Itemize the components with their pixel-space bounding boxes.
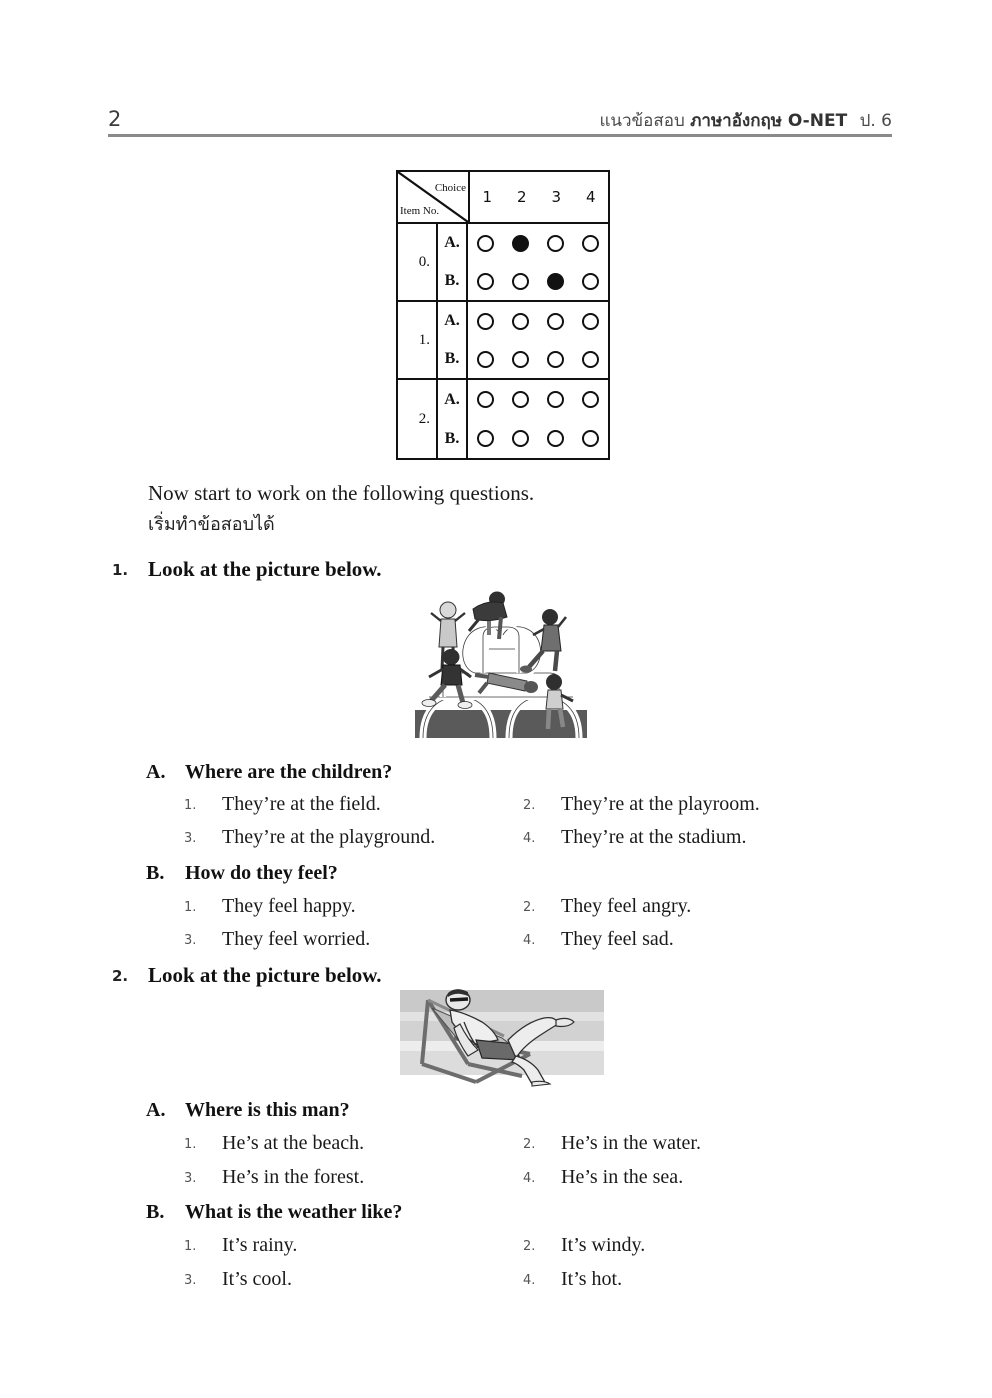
- bubble-empty-icon[interactable]: [582, 235, 599, 252]
- sub-row-labels: [438, 302, 468, 378]
- bubble-cell[interactable]: [468, 391, 503, 408]
- q1b-option-1-text[interactable]: They feel happy.: [222, 895, 356, 917]
- bubble-empty-icon[interactable]: [582, 273, 599, 290]
- corner-choice-label: Choice: [434, 182, 466, 194]
- header-title: [599, 113, 892, 130]
- bubble-cell[interactable]: [503, 235, 538, 252]
- choice-header-3: 3: [551, 188, 562, 206]
- bubble-area: [468, 380, 608, 458]
- bubble-empty-icon[interactable]: [582, 391, 599, 408]
- q1-part-b-label: B.: [146, 862, 165, 884]
- bubble-empty-icon[interactable]: [582, 351, 599, 368]
- item-number: 0.: [398, 224, 438, 300]
- q2b-option-1-number: 1.: [184, 1239, 197, 1254]
- bubble-empty-icon[interactable]: [477, 430, 494, 447]
- sub-row-labels: [438, 224, 468, 300]
- q1b-option-2-number: 2.: [523, 900, 536, 915]
- bubble-line-b: [468, 340, 608, 378]
- q2-part-b-prompt: What is the weather like?: [185, 1201, 403, 1223]
- choice-header-1: 1: [482, 188, 493, 206]
- bubble-area: [468, 302, 608, 378]
- bubble-empty-icon[interactable]: [512, 313, 529, 330]
- playground-climbing-frame-icon: [403, 577, 599, 745]
- q1-part-a-label: A.: [146, 761, 166, 783]
- sub-row-labels: [438, 380, 468, 458]
- bubble-empty-icon[interactable]: [477, 313, 494, 330]
- bubble-cell[interactable]: [468, 430, 503, 447]
- q2a-option-3-number: 3.: [184, 1171, 197, 1186]
- bubble-empty-icon[interactable]: [512, 351, 529, 368]
- answer-grid-row: [398, 380, 608, 458]
- q1a-option-3-text[interactable]: They’re at the playground.: [222, 826, 436, 848]
- bubble-line-a: [468, 224, 608, 262]
- sub-row-label-b: B.: [444, 350, 460, 367]
- q1a-option-1-number: 1.: [184, 798, 197, 813]
- question-1-number: 1.: [112, 561, 129, 579]
- q1a-option-2-text[interactable]: They’re at the playroom.: [561, 793, 760, 815]
- bubble-area: [468, 224, 608, 300]
- bubble-cell[interactable]: [538, 391, 573, 408]
- item-number: 1.: [398, 302, 438, 378]
- q2b-option-4-number: 4.: [523, 1273, 536, 1288]
- answer-grid-corner-cell: [398, 172, 470, 222]
- bubble-empty-icon[interactable]: [582, 430, 599, 447]
- choice-header-2: 2: [516, 188, 527, 206]
- q1b-option-3-number: 3.: [184, 933, 197, 948]
- bubble-cell[interactable]: [573, 391, 608, 408]
- sub-row-label-b: B.: [444, 429, 460, 447]
- bubble-line-a: [468, 302, 608, 340]
- bubble-empty-icon[interactable]: [547, 235, 564, 252]
- sub-row-label-a: A.: [444, 390, 460, 408]
- bubble-cell[interactable]: [503, 430, 538, 447]
- sub-row-label-a: A.: [444, 312, 460, 329]
- bubble-cell[interactable]: [573, 235, 608, 252]
- bubble-cell[interactable]: [503, 351, 538, 368]
- q2-part-a-prompt: Where is this man?: [185, 1099, 350, 1121]
- q2-part-a-label: A.: [146, 1099, 166, 1121]
- q1a-option-4-number: 4.: [523, 831, 536, 846]
- answer-sheet-grid: [396, 170, 610, 460]
- q2a-option-1-text[interactable]: He’s at the beach.: [222, 1132, 365, 1154]
- choice-header-4: 4: [585, 188, 596, 206]
- bubble-empty-icon[interactable]: [547, 351, 564, 368]
- sub-row-label-b: B.: [444, 272, 460, 289]
- q1b-option-4-number: 4.: [523, 933, 536, 948]
- playground-illustration: [403, 577, 599, 745]
- bubble-cell[interactable]: [468, 273, 503, 290]
- bubble-empty-icon[interactable]: [477, 351, 494, 368]
- q1b-option-2-text[interactable]: They feel angry.: [561, 895, 692, 917]
- q1b-option-1-number: 1.: [184, 900, 197, 915]
- q2a-option-4-number: 4.: [523, 1171, 536, 1186]
- page-header: [108, 96, 892, 130]
- q2b-option-4-text[interactable]: It’s hot.: [561, 1268, 623, 1290]
- header-title-prefix: แนวข้อสอบ: [599, 111, 685, 131]
- bubble-empty-icon[interactable]: [547, 430, 564, 447]
- q1a-option-3-number: 3.: [184, 831, 197, 846]
- bubble-cell[interactable]: [538, 430, 573, 447]
- bubble-empty-icon[interactable]: [512, 430, 529, 447]
- bubble-cell[interactable]: [503, 313, 538, 330]
- bubble-empty-icon[interactable]: [477, 273, 494, 290]
- q2-part-b-label: B.: [146, 1201, 165, 1223]
- bubble-filled-icon[interactable]: [547, 273, 564, 290]
- bubble-empty-icon[interactable]: [547, 313, 564, 330]
- answer-grid-row: [398, 302, 608, 380]
- question-2-number: 2.: [112, 967, 129, 985]
- answer-grid-choice-headers: [470, 172, 608, 222]
- q1-part-b-prompt: How do they feel?: [185, 862, 338, 884]
- q2a-option-1-number: 1.: [184, 1137, 197, 1152]
- bubble-empty-icon[interactable]: [477, 391, 494, 408]
- corner-item-label: Item No.: [400, 205, 440, 217]
- question-1-stem: Look at the picture below.: [148, 557, 382, 581]
- bubble-cell[interactable]: [573, 351, 608, 368]
- bubble-cell[interactable]: [573, 273, 608, 290]
- bubble-cell[interactable]: [573, 313, 608, 330]
- bubble-cell[interactable]: [538, 351, 573, 368]
- bubble-empty-icon[interactable]: [512, 391, 529, 408]
- q2b-option-2-number: 2.: [523, 1239, 536, 1254]
- bubble-line-b: [468, 262, 608, 300]
- bubble-cell[interactable]: [538, 313, 573, 330]
- q1b-option-3-text[interactable]: They feel worried.: [222, 928, 371, 950]
- bubble-cell[interactable]: [538, 273, 573, 290]
- page-number: 2: [108, 107, 122, 131]
- bubble-cell[interactable]: [538, 235, 573, 252]
- q2b-option-3-number: 3.: [184, 1273, 197, 1288]
- item-number: 2.: [398, 380, 438, 458]
- question-2-stem: Look at the picture below.: [148, 963, 382, 987]
- answer-grid-row: [398, 224, 608, 302]
- q2a-option-3-text[interactable]: He’s in the forest.: [222, 1166, 365, 1188]
- header-title-subject: ภาษาอังกฤษ O-NET: [690, 111, 848, 131]
- answer-grid-header-row: [398, 172, 608, 224]
- bubble-filled-icon[interactable]: [512, 235, 529, 252]
- q1a-option-2-number: 2.: [523, 798, 536, 813]
- man-in-deck-chair-icon: [398, 978, 606, 1088]
- bubble-cell[interactable]: [468, 313, 503, 330]
- bubble-line-a: [468, 380, 608, 419]
- bubble-cell[interactable]: [503, 273, 538, 290]
- bubble-cell[interactable]: [503, 391, 538, 408]
- sub-row-label-a: A.: [444, 234, 460, 251]
- instruction-english: Now start to work on the following questions.: [148, 481, 535, 505]
- q1b-option-4-text[interactable]: They feel sad.: [561, 928, 674, 950]
- q2a-option-4-text[interactable]: He’s in the sea.: [561, 1166, 684, 1188]
- bubble-line-b: [468, 419, 608, 458]
- header-divider: [108, 134, 892, 137]
- bubble-cell[interactable]: [468, 235, 503, 252]
- bubble-empty-icon[interactable]: [547, 391, 564, 408]
- q2b-option-3-text[interactable]: It’s cool.: [222, 1268, 292, 1290]
- bubble-empty-icon[interactable]: [477, 235, 494, 252]
- bubble-empty-icon[interactable]: [582, 313, 599, 330]
- q2a-option-2-number: 2.: [523, 1137, 536, 1152]
- q1a-option-4-text[interactable]: They’re at the stadium.: [561, 826, 747, 848]
- beach-illustration: [398, 978, 606, 1088]
- bubble-cell[interactable]: [468, 351, 503, 368]
- q2a-option-2-text[interactable]: He’s in the water.: [561, 1132, 701, 1154]
- q2b-option-1-text[interactable]: It’s rainy.: [222, 1234, 298, 1256]
- instruction-thai: เริ่มทำข้อสอบได้: [148, 514, 275, 535]
- q1a-option-1-text[interactable]: They’re at the field.: [222, 793, 381, 815]
- bubble-cell[interactable]: [573, 430, 608, 447]
- bubble-empty-icon[interactable]: [512, 273, 529, 290]
- q2b-option-2-text[interactable]: It’s windy.: [561, 1234, 646, 1256]
- header-title-grade: ป. 6: [859, 111, 892, 131]
- q1-part-a-prompt: Where are the children?: [185, 761, 393, 783]
